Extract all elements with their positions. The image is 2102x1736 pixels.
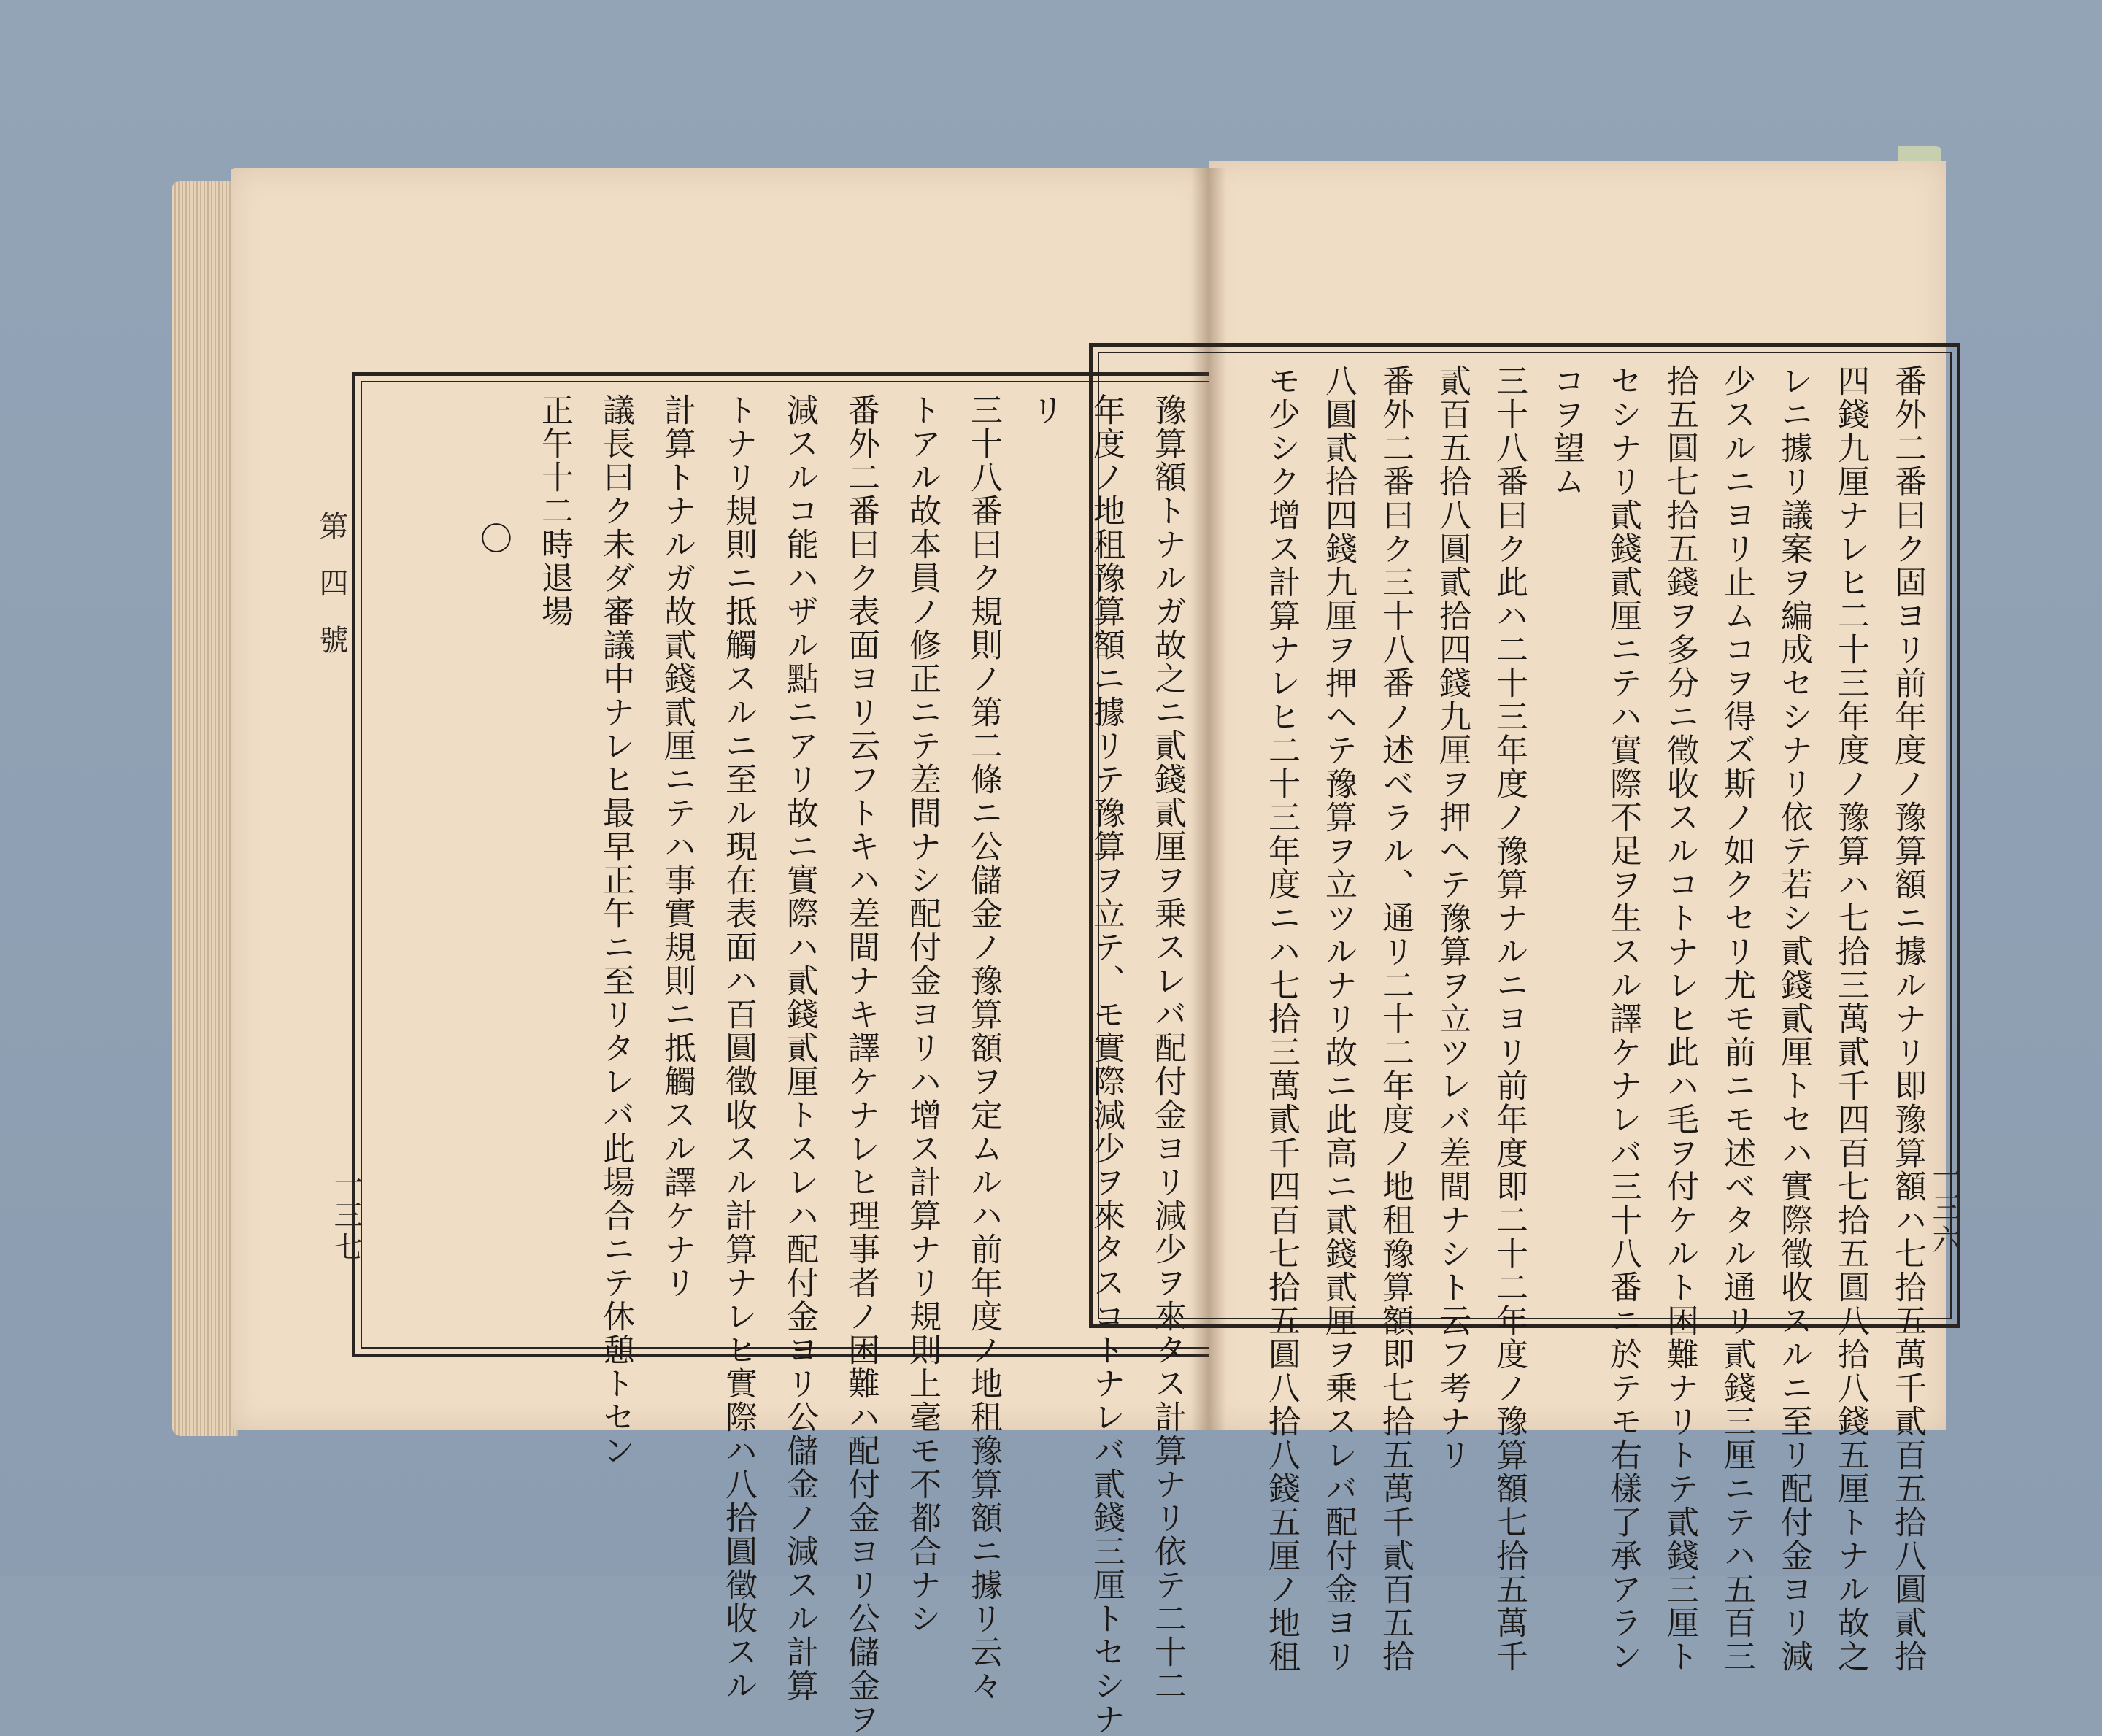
right-col-7: コヲ望ム — [1547, 364, 1585, 498]
right-col-10: 番外二番曰ク三十八番ノ述ベラル、通リ二十二年度ノ地租豫算額即七拾五萬千貳百五拾 — [1377, 364, 1414, 1673]
issue-title: 第四號 — [315, 511, 348, 682]
left-col-4: 三十八番曰ク規則ノ第二條ニ公儲金ノ豫算額ヲ定ムルハ前年度ノ地租豫算額ニ據リ云々 — [965, 393, 1002, 1702]
left-col-7: 減スルコ能ハザル點ニアリ故ニ實際ハ貳錢貳厘トスレハ配付金ヨリ公儲金ノ減スル計算 — [781, 393, 818, 1702]
right-col-3: レニ據リ議案ヲ編成セシナリ依テ若シ貳錢貳厘トセハ實際徵收スルニ至リ配付金ヨリ減 — [1775, 364, 1812, 1673]
open-book — [172, 146, 1961, 1736]
left-col-9: 計算トナルガ故貳錢貳厘ニテハ事實規則ニ抵觸スル譯ケナリ — [658, 393, 696, 1300]
left-col-11: 正午十二時退場 — [536, 393, 573, 628]
left-page — [231, 168, 1209, 1736]
right-col-8: 三十八番曰ク此ハ二十三年度ノ豫算ナルニヨリ前年度即二十二年度ノ豫算額七拾五萬千 — [1490, 364, 1528, 1673]
left-page-number: 一三七 — [329, 1168, 363, 1264]
section-mark: 〇 — [474, 522, 512, 555]
left-col-10: 議長曰ク未ダ審議中ナレヒ最早正午ニ至リタレバ此場合ニテ休憩トセン — [597, 393, 634, 1467]
left-col-2: 年度ノ地租豫算額ニ據リテ豫算ヲ立テ、モ實際減少ヲ來タスコトナレバ貳錢三厘トセシナ — [1087, 393, 1125, 1736]
right-col-5: 拾五圓七拾五錢ヲ多分ニ徵收スルコトナレヒ此ハ毛ヲ付ケルト困難ナリトテ貳錢三厘ト — [1661, 364, 1698, 1673]
left-col-3: リ — [1026, 393, 1063, 427]
right-col-9: 貳百五拾八圓貳拾四錢九厘ヲ押ヘテ豫算ヲ立ツレバ差間ナシト云フ考ナリ — [1433, 364, 1471, 1472]
right-col-1: 番外二番曰ク固ヨリ前年度ノ豫算額ニ據ルナリ即豫算額ハ七拾五萬千貳百五拾八圓貳拾 — [1889, 364, 1926, 1673]
left-col-5: トアル故本員ノ修正ニテ差間ナシ配付金ヨリハ增ス計算ナリ規則上毫モ不都合ナシ — [904, 393, 941, 1635]
right-page-number: 一三六 — [1928, 1160, 1961, 1257]
page-edges-left — [172, 181, 238, 1436]
right-col-2: 四錢九厘ナレヒ二十三年度ノ豫算ハ七拾三萬貳千四百七拾五圓八拾八錢五厘トナル故之 — [1832, 364, 1869, 1673]
left-col-8: トナリ規則ニ抵觸スルニ至ル現在表面ハ百圓徵收スル計算ナレヒ實際ハ八拾圓徵收スル — [720, 393, 757, 1702]
right-col-12: モ少シク增ス計算ナレヒ二十三年度ニハ七拾三萬貳千四百七拾五圓八拾八錢五厘ノ地租 — [1263, 364, 1300, 1673]
right-col-4: 少スルニヨリ止ムコヲ得ズ斯ノ如クセリ尤モ前ニモ述ベタル通リ貳錢三厘ニテハ五百三 — [1718, 364, 1755, 1673]
right-text-frame — [1089, 343, 1960, 1673]
right-col-6: セシナリ貳錢貳厘ニテハ實際不足ヲ生スル譯ケナレバ三十八番ニ於テモ右樣了承アラン — [1604, 364, 1641, 1673]
left-col-6: 番外二番曰ク表面ヨリ云フトキハ差間ナキ譯ケナレヒ理事者ノ困難ハ配付金ヨリ公儲金ヲ — [842, 393, 879, 1736]
left-col-1: 豫算額トナルガ故之ニ貳錢貳厘ヲ乗スレバ配付金ヨリ減少ヲ來タス計算ナリ依テ二十二 — [1149, 393, 1186, 1702]
right-col-11: 八圓貳拾四錢九厘ヲ押ヘテ豫算ヲ立ツルナリ故ニ此高ニ貳錢貳厘ヲ乗スレバ配付金ヨリ — [1320, 364, 1357, 1673]
